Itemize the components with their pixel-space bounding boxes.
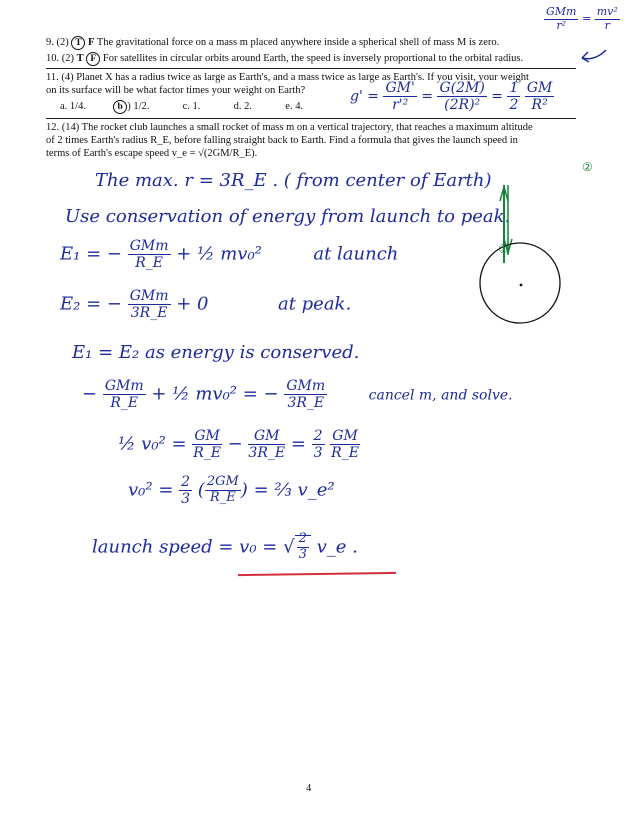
q11-work: g' = $\frac{GM'}{\text{r'²}}$ = $\frac{G(2M)}{\text{(2R)²}}$ = $\frac{1}{2}$ $\frac{GM}{\text{R²}}$ xyxy=(350,80,553,114)
q10-number: 10. (2) xyxy=(46,53,74,64)
solution-line-7: ½ v₀² = $\frac{GM}{R\_E}$ − $\frac{GM}{3R\_E}$ = $\frac{2}{3}$ $\frac{GM}{R\_E}$ xyxy=(118,428,359,462)
q9-false: F xyxy=(88,37,95,48)
solution-e1: E₁ = − $\frac{\text{GMm}}{R\_E}$ + ½ mv₀² at launch xyxy=(60,238,399,272)
question-11-choices xyxy=(60,100,303,114)
answer-underline xyxy=(238,572,396,576)
divider-1 xyxy=(46,68,576,69)
earth-diagram xyxy=(470,155,590,345)
choice-b-circled: b xyxy=(113,100,127,114)
diagram-label-launch: ① xyxy=(498,242,509,256)
solution-e2: E₂ = − $\frac{\text{GMm}}{3R\_E}$ + 0 at peak. xyxy=(60,288,352,322)
q11-frac-2: $\frac{G(2M)}{\text{(2R)²}}$ xyxy=(439,80,485,114)
q10-true: T xyxy=(76,53,84,64)
q11-frac-4: $\frac{GM}{\text{R²}}$ xyxy=(526,80,553,114)
question-11-line1: 11. (4) Planet X has a radius twice as large as Earth's, and a mass twice as large as Earth's. If you visit, your weight xyxy=(46,72,529,83)
choice-d: d. 2. xyxy=(233,101,253,112)
margin-rhs: $\frac{\text{mv²}}{r}$ xyxy=(596,5,618,32)
q9-statement: The gravitational force on a mass m placed anywhere inside a spherical shell of mass M is zero. xyxy=(96,37,500,48)
line6-note: cancel m, and solve. xyxy=(368,387,513,404)
solution-line-6: − $\frac{\text{GMm}}{R\_E}$ + ½ mv₀² = − $\frac{\text{GMm}}{3R\_E}$ cancel m, and solve. xyxy=(82,378,513,412)
margin-note: $\frac{\text{GMm}}{\text{r²}}$ = $\frac{\text{mv²}}{r}$ xyxy=(546,5,618,32)
margin-lhs: $\frac{\text{GMm}}{\text{r²}}$ xyxy=(546,5,577,32)
q9-true-circled: T xyxy=(71,36,85,50)
question-9 xyxy=(46,36,499,50)
question-12-line3: terms of Earth's escape speed v_e = √(2GM/R_E). xyxy=(46,148,258,159)
q11-frac-1: $\frac{GM'}{\text{r'²}}$ xyxy=(385,80,415,114)
choice-b-text: ) 1/2. xyxy=(127,101,150,112)
question-12-line2: of 2 times Earth's radius R_E, before falling straight back to Earth. Find a formula that gives the launch speed in xyxy=(46,135,518,146)
page-number: 4 xyxy=(306,783,312,794)
q11-frac-3: $\frac{1}{2}$ xyxy=(509,80,519,114)
solution-line-2: Use conservation of energy from launch to peak. xyxy=(65,206,511,227)
choice-a: a. 1/4. xyxy=(60,101,86,112)
e1-note: at launch xyxy=(313,243,399,265)
question-11-line2: on its surface will be what factor times your weight on Earth? xyxy=(46,85,306,96)
final-answer: launch speed = v₀ = √ $\frac{2}{3}$ v_e . xyxy=(92,531,358,562)
divider-2 xyxy=(46,118,576,119)
choice-e: e. 4. xyxy=(285,101,304,112)
q10-false-circled: F xyxy=(86,52,100,66)
solution-line-8: v₀² = $\frac{2}{3}$ ( $\frac{2GM}{R\_E}$ ) = ⅔ v_e² xyxy=(128,474,335,508)
solution-line-1: The max. r = 3R_E . ( from center of Earth) xyxy=(95,170,492,191)
question-12-line1: 12. (14) The rocket club launches a small rocket of mass m on a vertical trajectory, that reaches a maximum altitude xyxy=(46,122,533,133)
margin-arrow-icon xyxy=(580,46,610,66)
q9-number: 9. (2) xyxy=(46,37,69,48)
choice-c: c. 1. xyxy=(182,101,201,112)
q10-statement: For satellites in circular orbits around Earth, the speed is inversely proportional to the orbital radius. xyxy=(102,53,524,64)
question-10 xyxy=(46,52,523,66)
solution-line-5: E₁ = E₂ as energy is conserved. xyxy=(72,342,360,363)
diagram-label-peak: ② xyxy=(582,160,593,174)
e2-note: at peak. xyxy=(277,293,352,315)
